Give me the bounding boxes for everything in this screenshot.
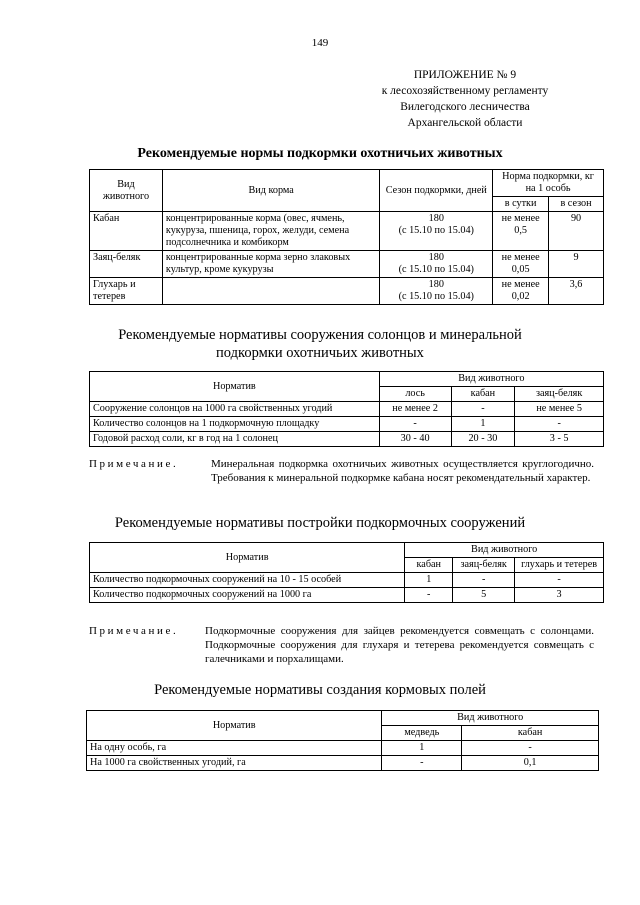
feeding-structures-table bbox=[89, 542, 604, 603]
cell-animal: Глухарь и тетерев bbox=[90, 278, 163, 305]
table-row bbox=[90, 588, 604, 603]
cell-boar: 20 - 30 bbox=[451, 432, 515, 447]
table4-title: Рекомендуемые нормативы создания кормовых полей bbox=[154, 682, 486, 698]
table3-note bbox=[89, 624, 604, 670]
header-boar: кабан bbox=[405, 558, 453, 573]
note-text: Минеральная подкормка охотничьих животных осуществляется круглогодично. Требования к минеральной подкормке кабана носят рекомендательный характер. bbox=[211, 458, 594, 484]
header-norm: Норматив bbox=[87, 711, 382, 741]
table-row bbox=[90, 251, 604, 278]
table2-title-line-2: подкормки охотничьих животных bbox=[216, 345, 424, 361]
appendix-line-2: Вилегодского лесничества bbox=[400, 101, 530, 113]
cell-grouse: - bbox=[515, 573, 604, 588]
header-norm: Норматив bbox=[90, 372, 380, 402]
note-text: Подкормочные сооружения для зайцев рекомендуется совмещать с солонцами. Подкормочные сооружения для глухаря и тетерева рекомендуется совмещать с галечниками и порхалищами. bbox=[205, 625, 594, 665]
table-row bbox=[87, 741, 599, 756]
header-per-day: в сутки bbox=[493, 197, 549, 212]
cell-hare: 3 - 5 bbox=[515, 432, 604, 447]
cell-per-season: 9 bbox=[549, 251, 604, 278]
salt-lick-norms-table bbox=[89, 371, 604, 447]
header-norm: Норматив bbox=[90, 543, 405, 573]
header-hare: заяц-беляк bbox=[515, 387, 604, 402]
cell-hare: - bbox=[453, 573, 515, 588]
table-row bbox=[87, 756, 599, 771]
table2-title bbox=[0, 326, 640, 362]
cell-hare: 5 bbox=[453, 588, 515, 603]
header-moose: лось bbox=[379, 387, 451, 402]
header-grouse: глухарь и тетерев bbox=[515, 558, 604, 573]
cell-per-day: не менее 0,05 bbox=[493, 251, 549, 278]
table-row bbox=[90, 417, 604, 432]
cell-animal: Кабан bbox=[90, 212, 163, 251]
cell-per-season: 90 bbox=[549, 212, 604, 251]
header-animal: Вид животного bbox=[379, 372, 603, 387]
cell-bear: 1 bbox=[382, 741, 462, 756]
cell-animal: Заяц-беляк bbox=[90, 251, 163, 278]
header-animal: Вид животного bbox=[382, 711, 599, 726]
cell-per-day: не менее 0,02 bbox=[493, 278, 549, 305]
cell-label: Количество подкормочных сооружений на 1000 га bbox=[90, 588, 405, 603]
cell-label: Сооружение солонцов на 1000 га свойственных угодий bbox=[90, 402, 380, 417]
cell-boar: 1 bbox=[451, 417, 515, 432]
header-hare: заяц-беляк bbox=[453, 558, 515, 573]
table-row bbox=[90, 432, 604, 447]
cell-boar: - bbox=[451, 402, 515, 417]
table-row bbox=[90, 278, 604, 305]
header-per-season: в сезон bbox=[549, 197, 604, 212]
cell-bear: - bbox=[382, 756, 462, 771]
appendix-line-1: к лесохозяйственному регламенту bbox=[381, 85, 549, 97]
appendix-line-3: Архангельской области bbox=[407, 117, 523, 129]
feed-fields-table bbox=[86, 710, 599, 771]
cell-hare: - bbox=[515, 417, 604, 432]
cell-season: 180 (с 15.10 по 15.04) bbox=[380, 251, 493, 278]
cell-per-day: не менее 0,5 bbox=[493, 212, 549, 251]
cell-label: Количество подкормочных сооружений на 10 - 15 особей bbox=[90, 573, 405, 588]
cell-boar: 0,1 bbox=[462, 756, 599, 771]
table-row bbox=[90, 573, 604, 588]
appendix-title: ПРИЛОЖЕНИЕ № 9 bbox=[413, 69, 517, 81]
cell-label: Годовой расход соли, кг в год на 1 солонец bbox=[90, 432, 380, 447]
table2-note bbox=[89, 457, 604, 503]
note-label: Примечание. bbox=[89, 458, 179, 470]
header-boar: кабан bbox=[451, 387, 515, 402]
cell-boar: 1 bbox=[405, 573, 453, 588]
header-boar: кабан bbox=[462, 726, 599, 741]
table-row bbox=[90, 402, 604, 417]
note-label: Примечание. bbox=[89, 625, 179, 637]
header-norm: Норма подкормки, кг на 1 особь bbox=[493, 170, 604, 197]
page-number: 149 bbox=[311, 37, 329, 49]
table2-title-line-1: Рекомендуемые нормативы сооружения солонцов и минеральной bbox=[118, 327, 522, 343]
table-row bbox=[90, 212, 604, 251]
cell-feed bbox=[162, 278, 380, 305]
header-animal: Вид животного bbox=[90, 170, 163, 212]
header-season: Сезон подкормки, дней bbox=[380, 170, 493, 212]
cell-hare: не менее 5 bbox=[515, 402, 604, 417]
cell-label: На 1000 га свойственных угодий, га bbox=[87, 756, 382, 771]
cell-grouse: 3 bbox=[515, 588, 604, 603]
cell-boar: - bbox=[405, 588, 453, 603]
table1-title: Рекомендуемые нормы подкормки охотничьих животных bbox=[137, 146, 503, 161]
appendix-header bbox=[350, 67, 580, 131]
cell-moose: - bbox=[379, 417, 451, 432]
cell-season: 180 (с 15.10 по 15.04) bbox=[380, 212, 493, 251]
cell-boar: - bbox=[462, 741, 599, 756]
table3-title: Рекомендуемые нормативы постройки подкормочных сооружений bbox=[114, 515, 526, 531]
feeding-norms-table bbox=[89, 169, 604, 305]
cell-feed: концентрированные корма зерно злаковых культур, кроме кукурузы bbox=[162, 251, 380, 278]
cell-moose: не менее 2 bbox=[379, 402, 451, 417]
cell-feed: концентрированные корма (овес, ячмень, кукуруза, пшеница, горох, желуди, семена подсолнечника и комбикорм bbox=[162, 212, 380, 251]
cell-season: 180 (с 15.10 по 15.04) bbox=[380, 278, 493, 305]
header-bear: медведь bbox=[382, 726, 462, 741]
cell-moose: 30 - 40 bbox=[379, 432, 451, 447]
cell-label: Количество солонцов на 1 подкормочную площадку bbox=[90, 417, 380, 432]
cell-label: На одну особь, га bbox=[87, 741, 382, 756]
header-animal: Вид животного bbox=[405, 543, 604, 558]
cell-per-season: 3,6 bbox=[549, 278, 604, 305]
header-feed: Вид корма bbox=[162, 170, 380, 212]
